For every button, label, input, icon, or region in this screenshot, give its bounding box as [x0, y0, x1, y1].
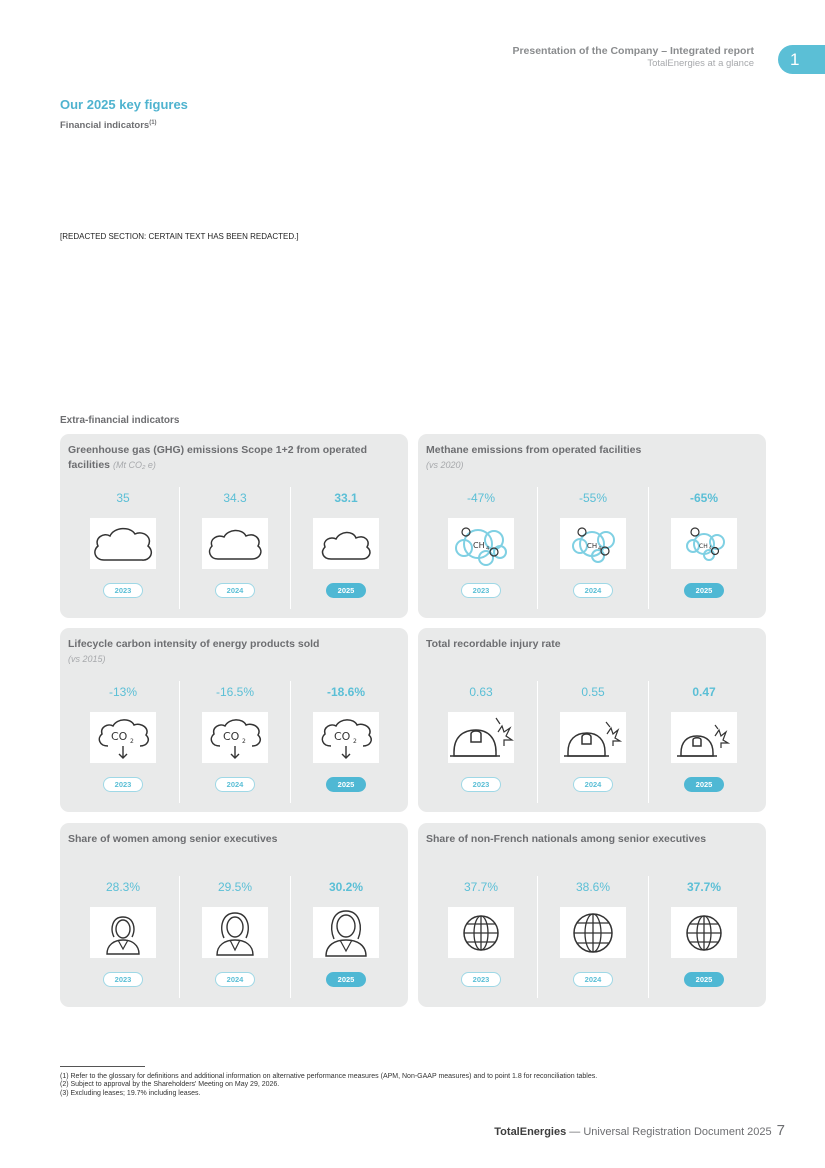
- metric-column: [426, 487, 536, 609]
- woman-icon: [202, 907, 268, 958]
- svg-text:CH: CH: [473, 541, 485, 550]
- footnotes: [60, 1073, 597, 1098]
- cloud-icon: [313, 518, 379, 569]
- year-badge: 2025: [684, 972, 724, 987]
- footer-document: — Universal Registration Document 2025: [566, 1126, 772, 1138]
- page-number: 7: [776, 1122, 785, 1139]
- helmet-icon: [671, 712, 737, 763]
- metric-column: [537, 487, 647, 609]
- financial-title-text: Financial indicators: [60, 120, 150, 132]
- svg-text:2: 2: [353, 738, 357, 745]
- panel-non-french-executives: [418, 823, 766, 1007]
- panel-unit: (Mt CO₂ e): [112, 460, 156, 470]
- helmet-icon: [448, 712, 514, 763]
- footnote: (1) Refer to the glossary for definitions and additional information on alternative performance measures (APM, Non-GAAP measures) and to point 1.8 for reconciliation tables.: [60, 1073, 598, 1080]
- year-badge: 2024: [215, 777, 255, 792]
- metric-value: 29.5%: [217, 880, 253, 894]
- cloud-icon: [202, 518, 268, 569]
- year-badge: 2023: [461, 583, 501, 598]
- panel-title: Total recordable injury rate: [426, 638, 561, 650]
- year-badge: 2023: [103, 777, 143, 792]
- year-badge: 2025: [326, 583, 366, 598]
- panel-women-executives: [60, 823, 408, 1007]
- year-badge: 2025: [684, 583, 724, 598]
- co2-cloud-icon: [202, 712, 268, 763]
- metric-column: [179, 681, 289, 803]
- panel-methane-emissions: [418, 434, 766, 618]
- metric-column: [290, 487, 400, 609]
- metric-value: 38.6%: [575, 880, 611, 894]
- metric-value: -16.5%: [215, 685, 255, 699]
- metric-value: 30.2%: [328, 880, 364, 894]
- metric-value: 0.63: [469, 685, 493, 699]
- cloud-icon: [90, 518, 156, 569]
- chapter-tab: 1: [778, 45, 825, 74]
- metric-column: [290, 681, 400, 803]
- metric-column: [68, 487, 178, 609]
- metric-column: [648, 681, 758, 803]
- svg-text:CO: CO: [334, 730, 351, 743]
- footnote-divider: [60, 1066, 145, 1067]
- redacted-notice: [REDACTED SECTION: CERTAIN TEXT HAS BEEN REDACTED.]: [60, 232, 299, 241]
- metric-value: 0.55: [581, 685, 605, 699]
- metric-value: 28.3%: [105, 880, 141, 894]
- year-badge: 2024: [573, 583, 613, 598]
- year-badge: 2025: [326, 777, 366, 792]
- metric-column: [648, 487, 758, 609]
- metric-column: [179, 876, 289, 998]
- metric-column: [537, 681, 647, 803]
- metric-value: 35: [116, 491, 130, 505]
- svg-text:CO: CO: [223, 730, 240, 743]
- header-text: [512, 45, 754, 70]
- footnote: (2) Subject to approval by the Shareholders' Meeting on May 29, 2026.: [60, 1081, 280, 1089]
- panel-title-text: Methane emissions from operated facilities: [426, 444, 642, 456]
- panel-title: [68, 443, 398, 473]
- year-badge: 2023: [461, 972, 501, 987]
- year-badge: 2024: [215, 972, 255, 987]
- methane-icon: [560, 518, 626, 569]
- panel-title: Share of women among senior executives: [68, 833, 278, 845]
- metric-column: [426, 876, 536, 998]
- metric-value: -47%: [466, 491, 495, 505]
- year-badge: 2025: [326, 972, 366, 987]
- metric-value: -13%: [108, 685, 137, 699]
- year-badge: 2025: [684, 777, 724, 792]
- panel-subtitle: (vs 2015): [68, 654, 106, 664]
- panel-injury-rate: [418, 628, 766, 812]
- globe-icon: [560, 907, 626, 958]
- co2-cloud-icon: [90, 712, 156, 763]
- header-subtitle: TotalEnergies at a glance: [647, 58, 754, 69]
- svg-text:CH: CH: [699, 543, 708, 550]
- panel-subtitle: (vs 2020): [426, 460, 464, 470]
- metric-column: [648, 876, 758, 998]
- panel-title: [68, 637, 398, 666]
- year-badge: 2023: [103, 972, 143, 987]
- year-badge: 2024: [215, 583, 255, 598]
- section-title: Our 2025 key figures: [60, 97, 188, 112]
- metric-value: 37.7%: [463, 880, 499, 894]
- panel-title: [426, 443, 756, 472]
- footnote: (3) Excluding leases; 19.7% including leases.: [60, 1089, 201, 1097]
- year-badge: 2024: [573, 777, 613, 792]
- panel-carbon-intensity: [60, 628, 408, 812]
- footer-brand: TotalEnergies: [494, 1126, 567, 1138]
- methane-icon: [671, 518, 737, 569]
- svg-text:CH: CH: [587, 542, 598, 550]
- svg-text:2: 2: [242, 738, 246, 745]
- svg-text:4: 4: [486, 546, 490, 552]
- woman-icon: [313, 907, 379, 958]
- year-badge: 2024: [573, 972, 613, 987]
- financial-indicators-title: [60, 120, 157, 131]
- co2-cloud-icon: [313, 712, 379, 763]
- metric-value: 0.47: [692, 685, 716, 699]
- methane-icon: [448, 518, 514, 569]
- metric-column: [68, 681, 178, 803]
- metric-value: -65%: [689, 491, 718, 505]
- metric-value: -18.6%: [326, 685, 366, 699]
- metric-column: [426, 681, 536, 803]
- panel-title-text: Greenhouse gas (GHG) emissions Scope 1+2 from operated facilities: [68, 444, 368, 471]
- metric-value: 37.7%: [686, 880, 722, 894]
- metric-column: [68, 876, 178, 998]
- svg-text:4: 4: [709, 545, 712, 550]
- page-footer: [494, 1122, 785, 1139]
- extra-financial-title: Extra-financial indicators: [60, 415, 180, 426]
- panel-title-text: Lifecycle carbon intensity of energy products sold: [68, 638, 320, 650]
- svg-text:CO: CO: [111, 730, 128, 743]
- globe-icon: [448, 907, 514, 958]
- svg-text:4: 4: [598, 546, 602, 552]
- metric-value: 34.3: [223, 491, 247, 505]
- helmet-icon: [560, 712, 626, 763]
- panel-title: Share of non-French nationals among senior executives: [426, 833, 707, 845]
- globe-icon: [671, 907, 737, 958]
- svg-text:2: 2: [130, 738, 134, 745]
- year-badge: 2023: [461, 777, 501, 792]
- metric-value: -55%: [578, 491, 607, 505]
- panel-ghg-emissions: [60, 434, 408, 618]
- metric-column: [179, 487, 289, 609]
- metric-column: [290, 876, 400, 998]
- woman-icon: [90, 907, 156, 958]
- metric-value: 33.1: [334, 491, 358, 505]
- header-title: Presentation of the Company – Integrated report: [512, 45, 754, 57]
- financial-footnote-ref: (1): [149, 120, 157, 126]
- metric-column: [537, 876, 647, 998]
- year-badge: 2023: [103, 583, 143, 598]
